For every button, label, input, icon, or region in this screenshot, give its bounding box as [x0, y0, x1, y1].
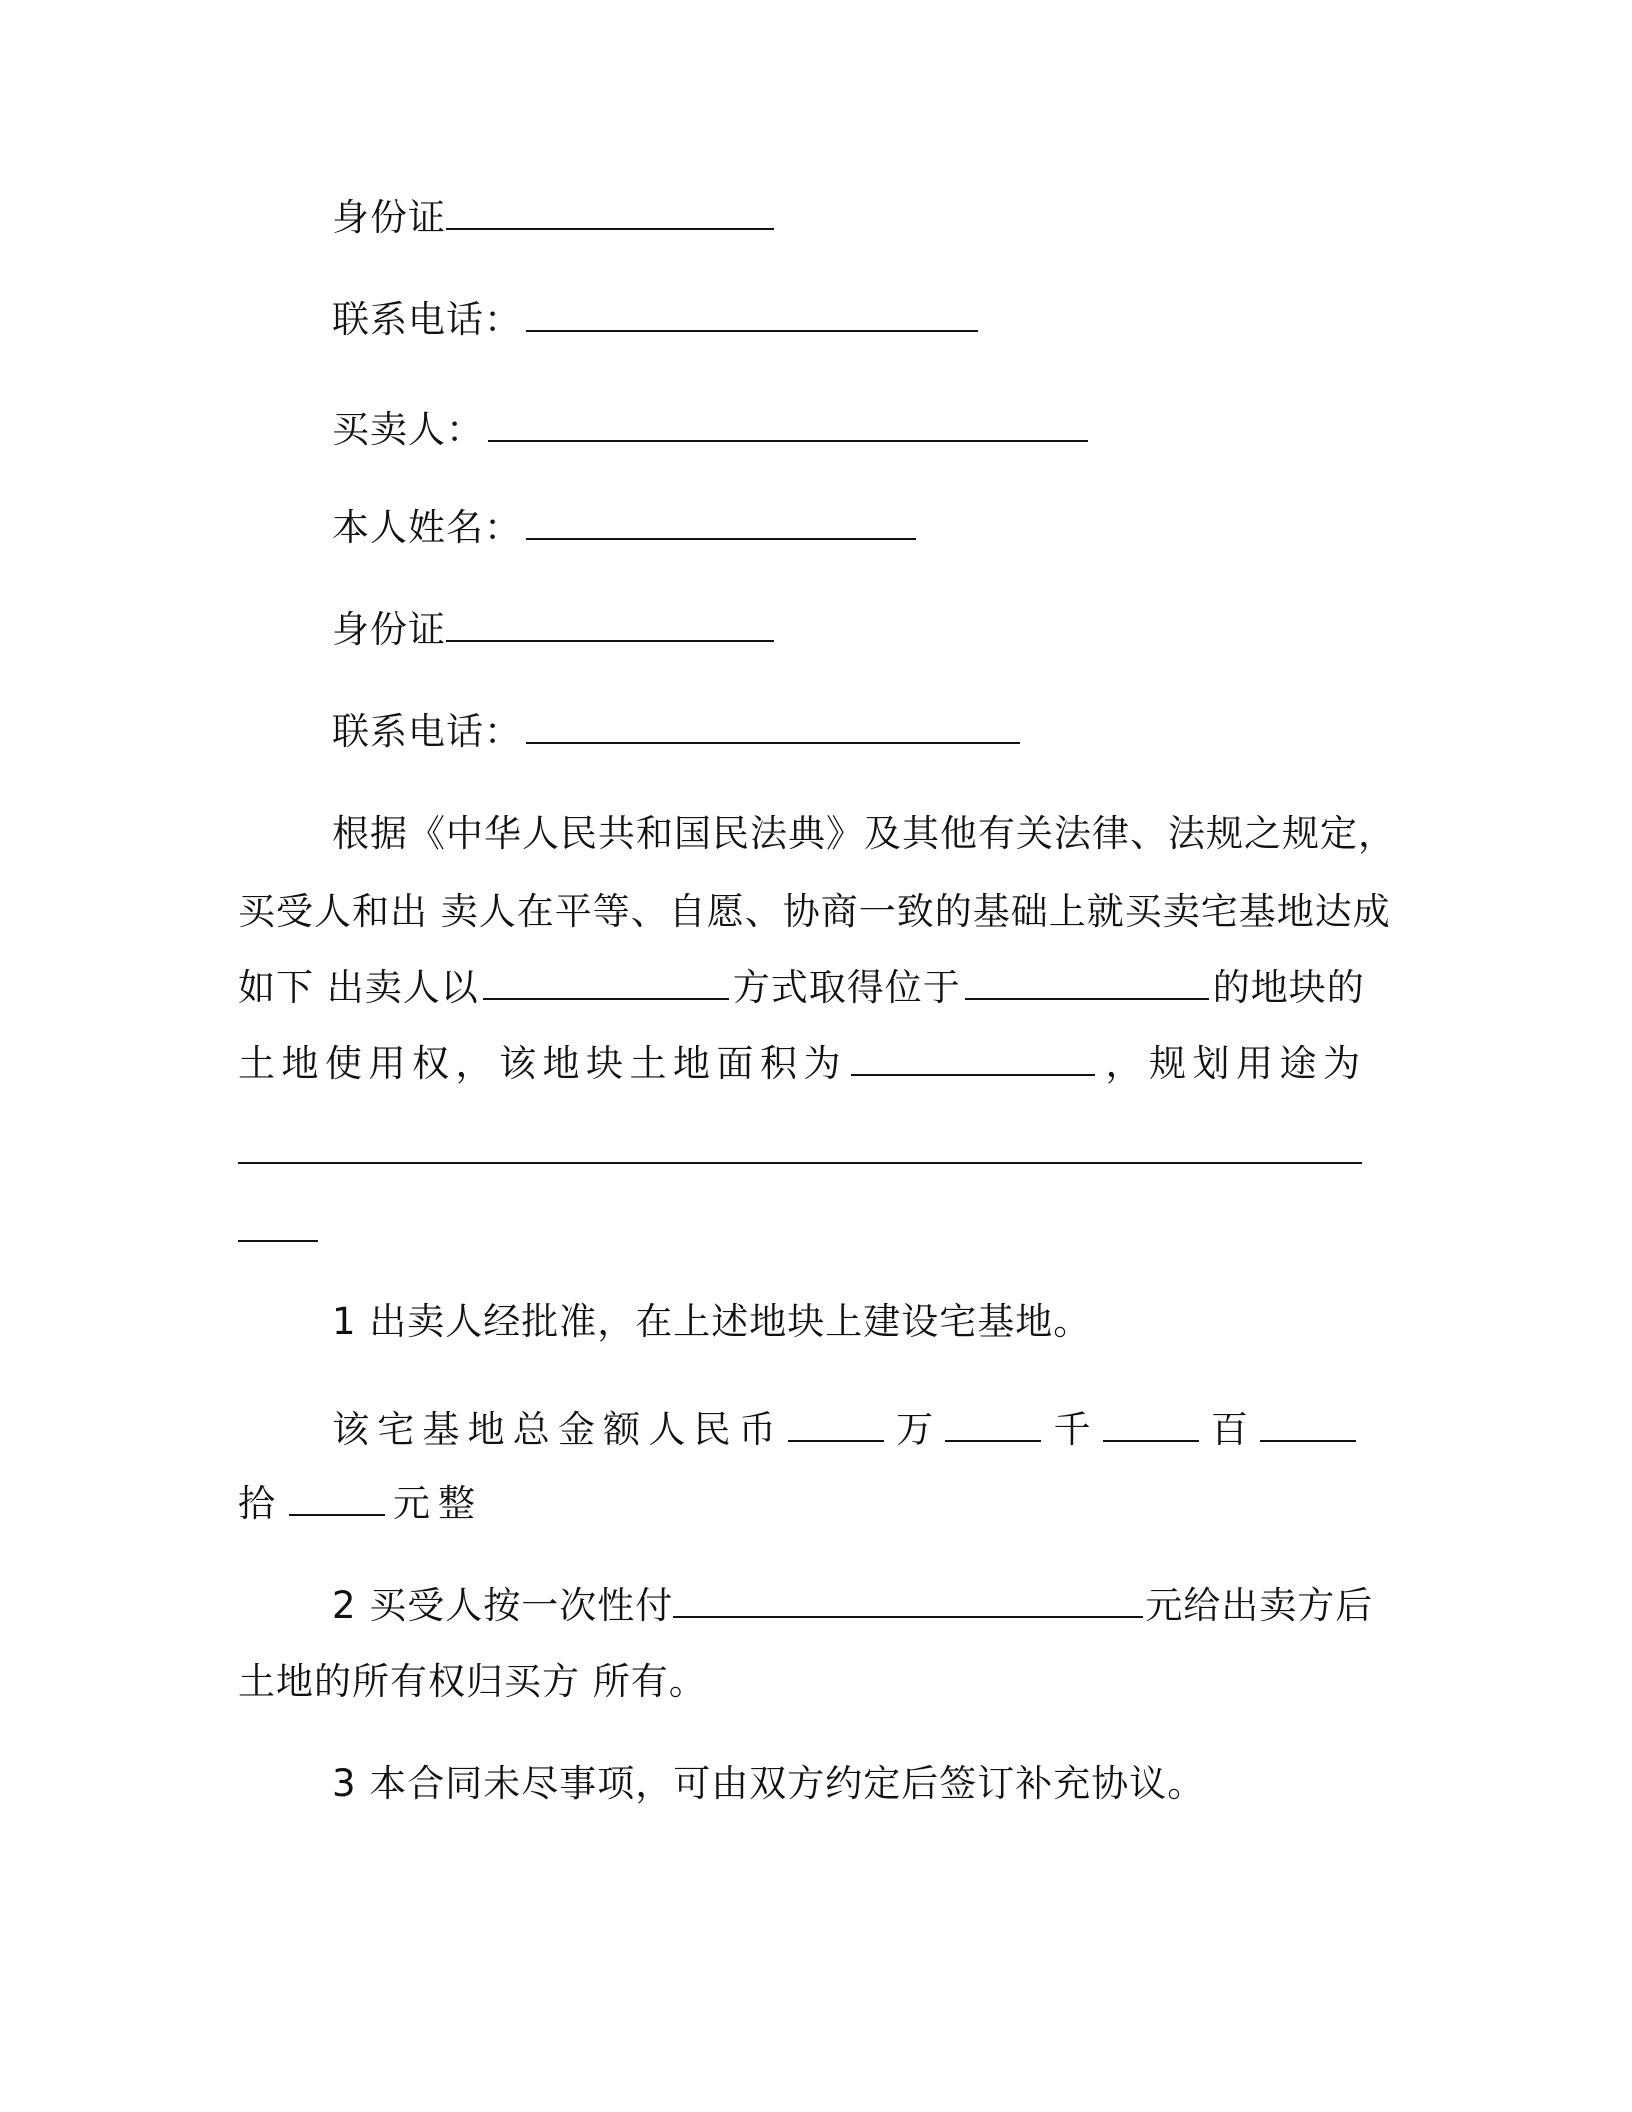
name-label: 本人姓名： — [332, 506, 522, 549]
phone-blank-1[interactable] — [526, 300, 978, 332]
unit-qian: 千 — [1053, 1408, 1091, 1451]
char: 使 — [325, 1042, 362, 1085]
unit-yuan: 元 — [393, 1482, 438, 1525]
char: ， — [1105, 1042, 1143, 1085]
amount-line — [332, 1408, 1360, 1452]
char: 额 — [603, 1408, 641, 1451]
amount-yuan-blank[interactable] — [289, 1484, 385, 1516]
paragraph-line-1: 根据《中华人民共和国民法典》及其他有关法律、法规之规定， — [332, 812, 1396, 855]
char: 为 — [1323, 1042, 1360, 1085]
char: 权 — [412, 1042, 449, 1085]
char: 积 — [760, 1042, 797, 1085]
purpose-blank-line-2[interactable] — [238, 1240, 318, 1242]
acquire-prefix: 如下 出卖人以 — [238, 966, 479, 1009]
char: 该 — [332, 1408, 369, 1451]
phone-field-2 — [332, 710, 1024, 754]
phone-field-1 — [332, 298, 982, 342]
id-card-field-2 — [332, 608, 778, 652]
location-prefix: 方式取得位于 — [732, 966, 961, 1009]
paragraph-line-4 — [238, 1042, 1360, 1086]
clause-2-prefix: 2 买受人按一次性付 — [332, 1584, 674, 1627]
char: 人 — [648, 1408, 686, 1451]
char: 途 — [1279, 1042, 1317, 1085]
buyer-blank[interactable] — [488, 410, 1088, 442]
char: 块 — [586, 1042, 623, 1085]
acquire-method-blank[interactable] — [483, 968, 729, 1000]
unit-zheng: 整 — [438, 1482, 483, 1525]
paragraph-line-2: 买受人和出 卖人在平等、自愿、协商一致的基础上就买卖宅基地达成 — [238, 890, 1391, 933]
clause-1: 1 出卖人经批准，在上述地块上建设宅基地。 — [332, 1300, 1092, 1343]
name-field — [332, 506, 920, 550]
amount-wan-blank[interactable] — [788, 1410, 884, 1442]
buyer-field — [332, 408, 1092, 452]
plot-suffix: 的地块的 — [1212, 966, 1365, 1009]
phone-label-2: 联系电话： — [332, 710, 522, 753]
payment-blank[interactable] — [673, 1586, 1143, 1618]
id-card-blank-2[interactable] — [446, 610, 774, 642]
location-blank[interactable] — [965, 968, 1209, 1000]
char: 用 — [1236, 1042, 1273, 1085]
id-card-label-2: 身份证 — [332, 608, 446, 651]
char: ， — [455, 1042, 493, 1085]
buyer-label: 买卖人： — [332, 408, 484, 451]
char: 民 — [693, 1408, 731, 1451]
name-blank[interactable] — [526, 508, 916, 540]
char: 土 — [238, 1042, 275, 1085]
id-card-blank-1[interactable] — [446, 198, 774, 230]
clause-2 — [332, 1584, 1373, 1628]
char: 币 — [738, 1408, 776, 1451]
unit-shi: 拾 — [238, 1482, 283, 1525]
clause-3: 3 本合同未尽事项，可由双方约定后签订补充协议。 — [332, 1762, 1206, 1805]
char: 地 — [467, 1408, 505, 1451]
char: 地 — [542, 1042, 580, 1085]
char: 基 — [422, 1408, 460, 1451]
char: 宅 — [377, 1408, 415, 1451]
char: 土 — [629, 1042, 667, 1085]
amount-line-2 — [238, 1482, 483, 1526]
id-card-field-1 — [332, 196, 778, 240]
char: 规 — [1149, 1042, 1186, 1085]
char: 该 — [499, 1042, 536, 1085]
char: 总 — [512, 1408, 550, 1451]
char: 金 — [557, 1408, 595, 1451]
paragraph-line-3 — [238, 966, 1365, 1010]
unit-bai: 百 — [1210, 1408, 1248, 1451]
unit-wan: 万 — [896, 1408, 934, 1451]
char: 地 — [673, 1042, 710, 1085]
phone-label-1: 联系电话： — [332, 298, 522, 341]
clause-2-suffix: 元给出卖方后 — [1145, 1584, 1374, 1627]
amount-qian-blank[interactable] — [945, 1410, 1041, 1442]
clause-2-line-2: 土地的所有权归买方 所有。 — [238, 1660, 707, 1703]
area-blank[interactable] — [851, 1044, 1095, 1076]
char: 面 — [716, 1042, 754, 1085]
phone-blank-2[interactable] — [526, 712, 1020, 744]
id-card-label-1: 身份证 — [332, 196, 446, 239]
amount-shi-blank[interactable] — [1260, 1410, 1356, 1442]
char: 用 — [368, 1042, 406, 1085]
amount-bai-blank[interactable] — [1103, 1410, 1199, 1442]
char: 划 — [1192, 1042, 1230, 1085]
purpose-blank-line-1[interactable] — [238, 1162, 1362, 1164]
char: 为 — [803, 1042, 841, 1085]
char: 地 — [281, 1042, 319, 1085]
